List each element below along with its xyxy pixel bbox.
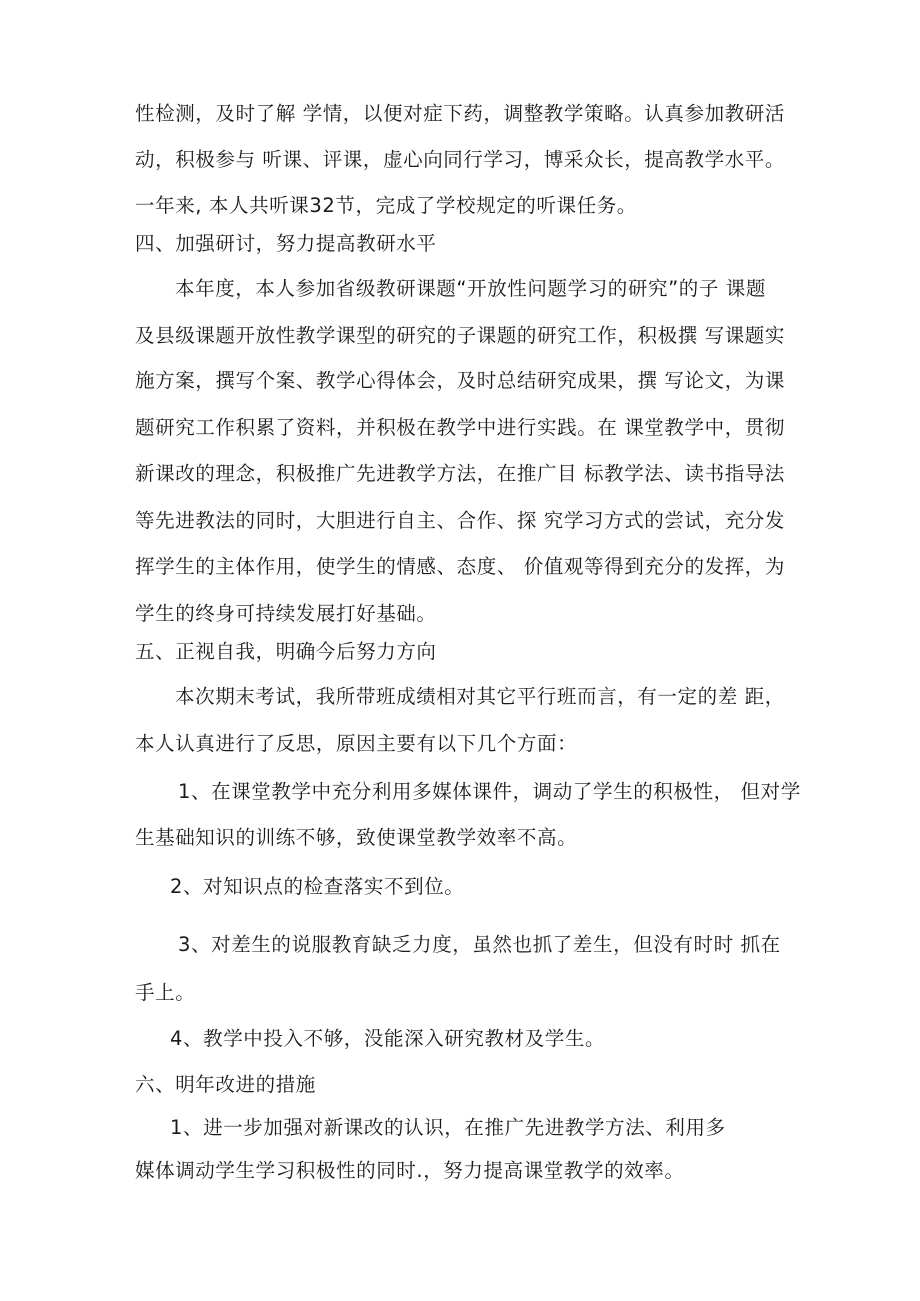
text-line: 新课改的理念，积极推广先进教学方法，在推广目 标教学法、读书指导法 [135, 462, 785, 485]
list-item-1: 1、在课堂教学中充分利用多媒体课件，调动了学生的积极性， 但对学 [178, 780, 801, 803]
text-line: 生基础知识的训练不够，致使课堂教学效率不高。 [135, 826, 578, 849]
text-line: 学生的终身可持续发展打好基础。 [135, 602, 437, 625]
text-line: 本人认真进行了反思，原因主要有以下几个方面： [135, 732, 578, 755]
text-line: 本年度，本人参加省级教研课题“开放性问题学习的研究”的子 课题 [175, 277, 767, 300]
text-line: 等先进教法的同时，大胆进行自主、合作、探 究学习方式的尝试，充分发 [135, 509, 785, 532]
section-heading-4: 四、加强研讨，努力提高教研水平 [135, 232, 437, 255]
text-line: 施方案，撰写个案、教学心得体会，及时总结研究成果，撰 写论文，为课 [135, 369, 785, 392]
text-line: 本次期末考试，我所带班成绩相对其它平行班而言，有一定的差 距， [175, 685, 785, 708]
section-heading-6: 六、明年改进的措施 [135, 1073, 316, 1096]
text-line: 媒体调动学生学习积极性的同时.，努力提高课堂教学的效率。 [135, 1159, 685, 1182]
list-item-measure-1: 1、进一步加强对新课改的认识，在推广先进教学方法、利用多 [170, 1116, 726, 1139]
list-item-3: 3、对差生的说服教育缺乏力度，虽然也抓了差生，但没有时时 抓在 [178, 933, 781, 956]
text-line: 手上。 [135, 981, 196, 1004]
text-line: 一年来, 本人共听课32节，完成了学校规定的听课任务。 [135, 194, 637, 217]
section-heading-5: 五、正视自我，明确今后努力方向 [135, 640, 437, 663]
list-item-2: 2、对知识点的检查落实不到位。 [170, 875, 465, 898]
text-line: 及县级课题开放性教学课型的研究的子课题的研究工作，积极撰 写课题实 [135, 324, 785, 347]
list-item-4: 4、教学中投入不够，没能深入研究教材及学生。 [170, 1027, 606, 1050]
text-line: 动，积极参与 听课、评课，虚心向同行学习，博采众长，提高教学水平。 [135, 148, 785, 171]
text-line: 挥学生的主体作用，使学生的情感、态度、 价值观等得到充分的发挥，为 [135, 555, 785, 578]
text-line: 题研究工作积累了资料，并积极在教学中进行实践。在 课堂教学中，贯彻 [135, 416, 785, 439]
text-line: 性检测，及时了解 学情，以便对症下药，调整教学策略。认真参加教研活 [135, 102, 785, 125]
